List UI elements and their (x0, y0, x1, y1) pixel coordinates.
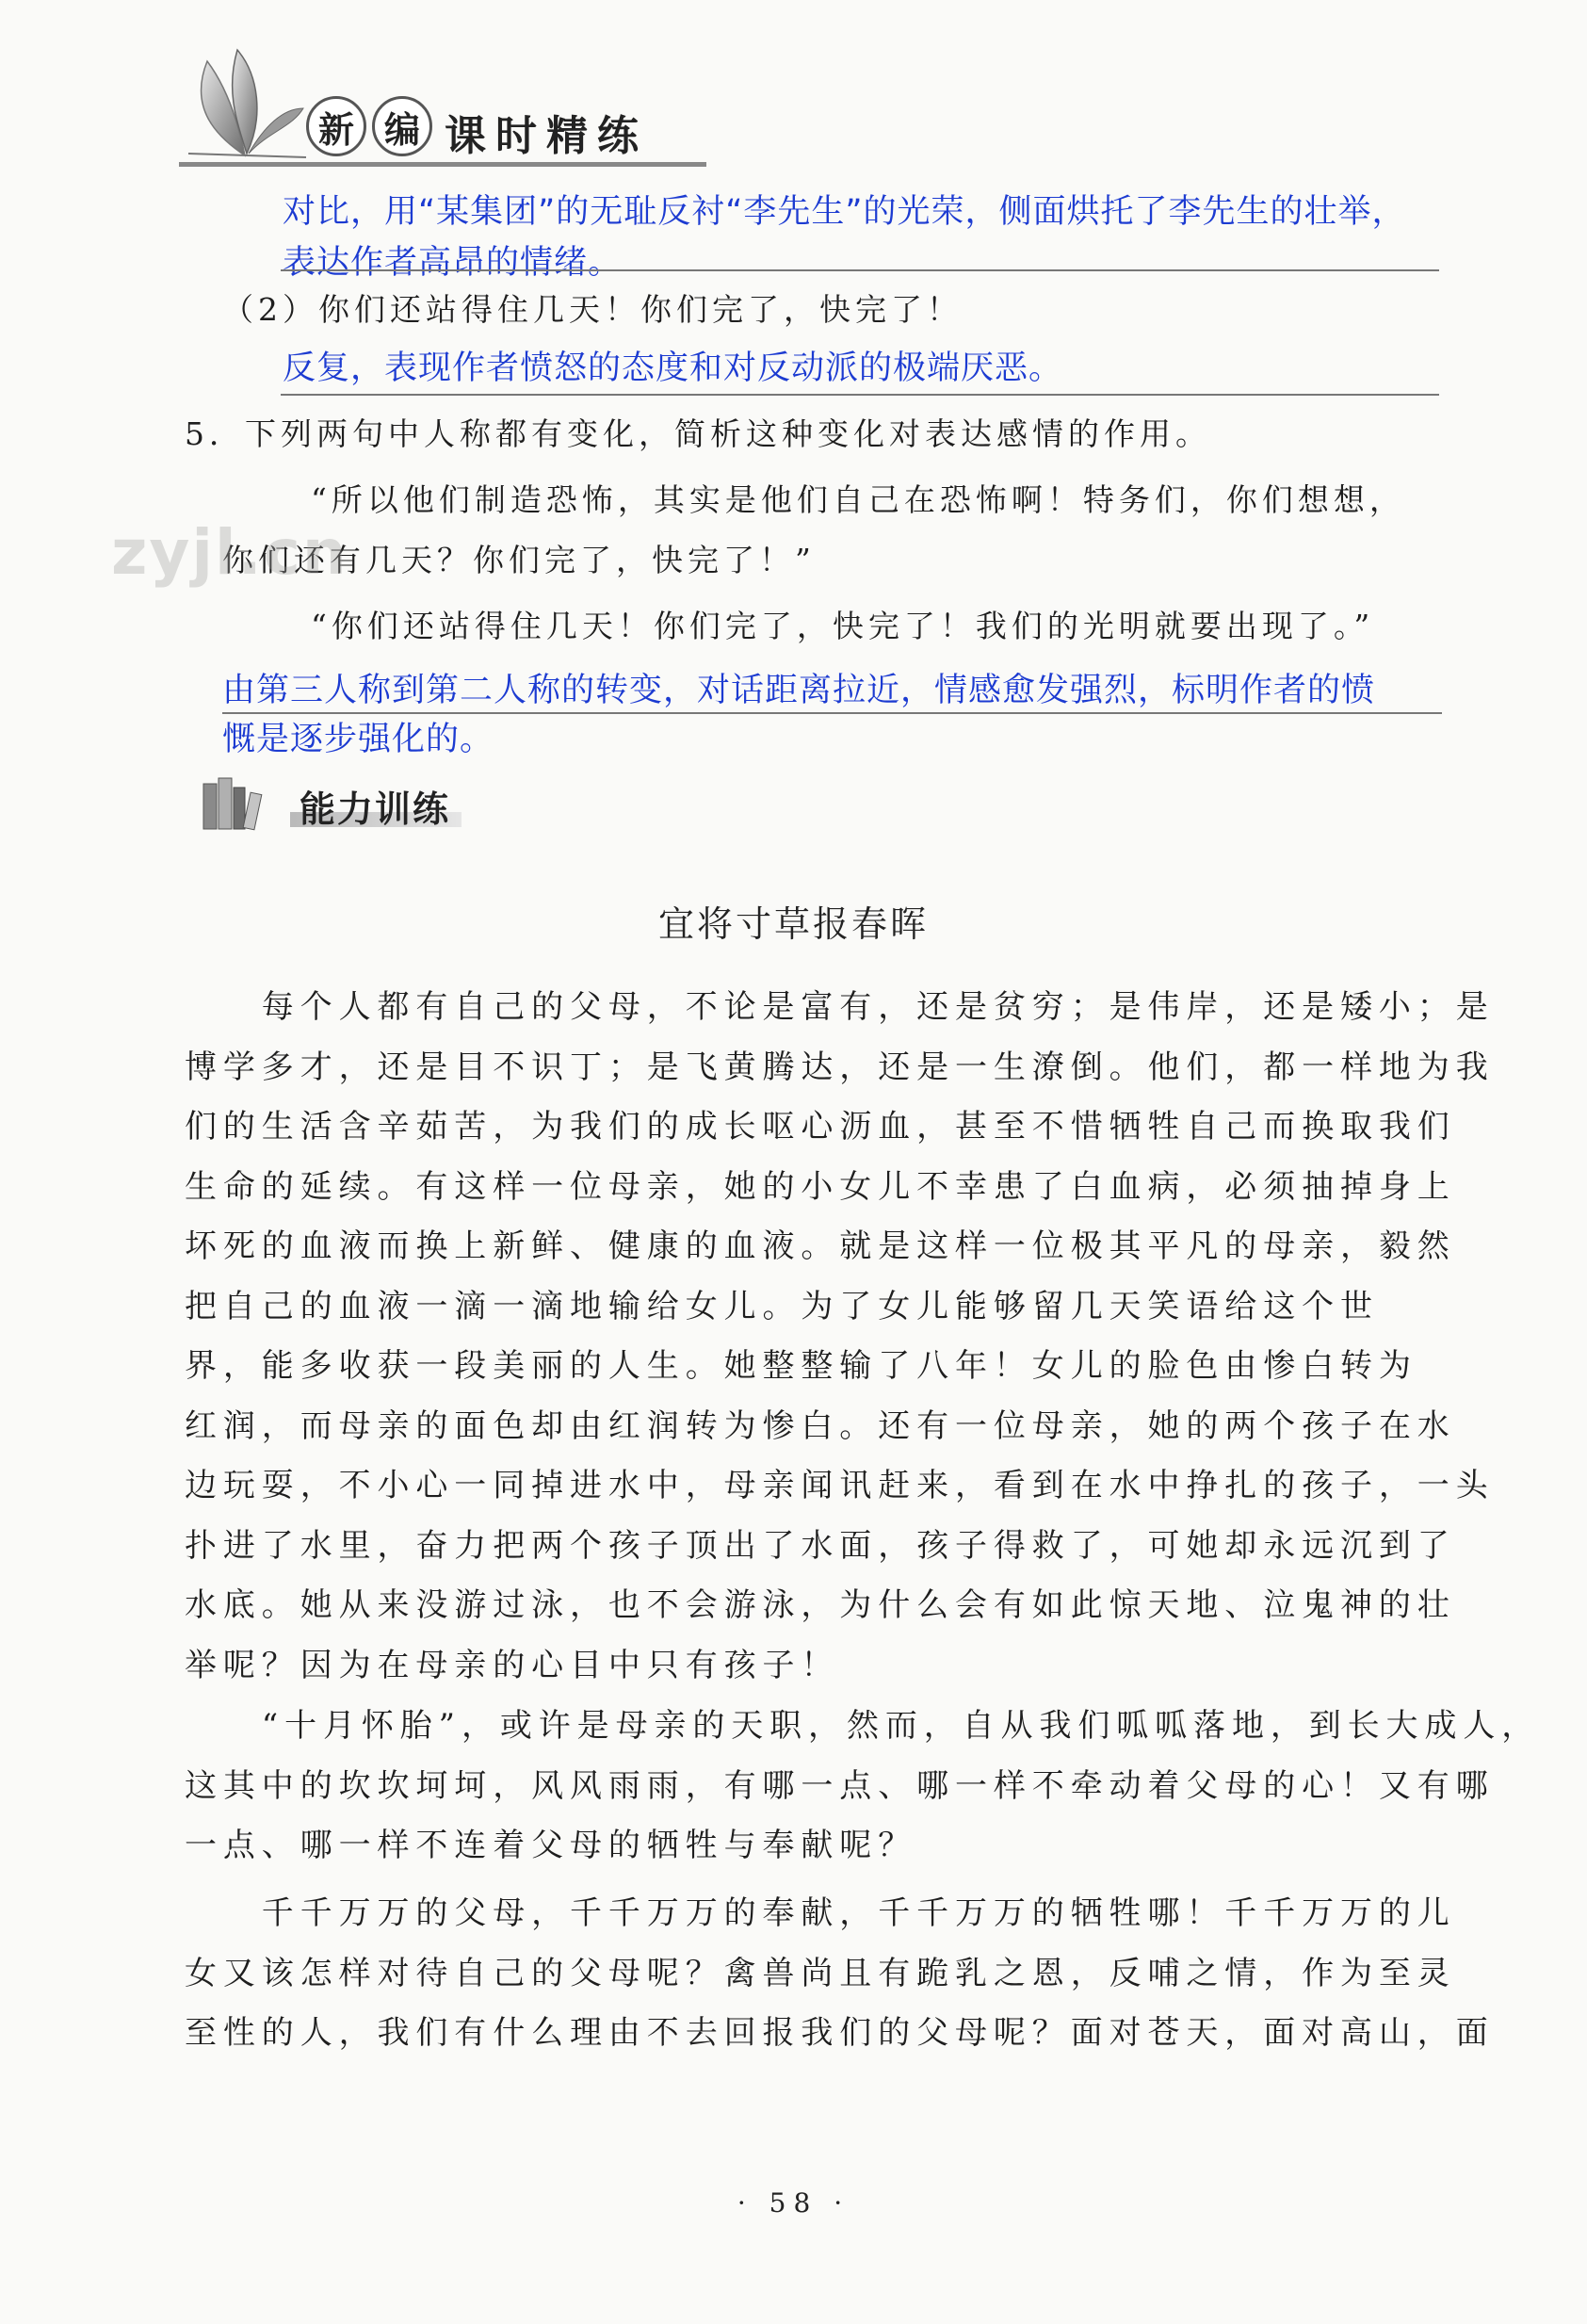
books-icon (200, 774, 269, 833)
header-rule (179, 162, 706, 167)
paragraph-line: 界，能多收获一段美丽的人生。她整整输了八年！女儿的脸色由惨白转为 (185, 1347, 1417, 1385)
item-2-rule (281, 394, 1439, 396)
item-5-answer-line-1: 由第三人称到第二人称的转变，对话距离拉近，情感愈发强烈，标明作者的愤 (222, 672, 1376, 709)
paragraph-line: 千千万万的父母，千千万万的奉献，千千万万的牺牲哪！千千万万的儿 (185, 1894, 1456, 1932)
paragraph-line: 一点、哪一样不连着父母的牺牲与奉献呢？ (185, 1827, 917, 1864)
butterfly-icon (179, 42, 311, 165)
article-title: 宜将寸草报春晖 (657, 903, 929, 945)
answer-1-rule (281, 269, 1439, 271)
article-paragraph-3 (185, 1884, 1495, 2064)
paragraph-line: 水底。她从来没游过泳，也不会游泳，为什么会有如此惊天地、泣鬼神的壮 (185, 1586, 1456, 1624)
item-5-question: 5．下列两句中人称都有变化，简析这种变化对表达感情的作用。 (185, 415, 1211, 452)
answer-1-line-2: 表达作者高昂的情绪。 (283, 244, 623, 282)
header-badge-bian: 编 (372, 96, 432, 156)
paragraph-line: 边玩耍，不小心一同掉进水中，母亲闻讯赶来，看到在水中挣扎的孩子，一头 (185, 1467, 1495, 1504)
paragraph-line: 把自己的血液一滴一滴地输给女儿。为了女儿能够留几天笑语给这个世 (185, 1287, 1379, 1325)
watermark: zyjl.cn (111, 516, 348, 589)
item-5-quote-2: “你们还站得住几天！你们完了，快完了！我们的光明就要出现了。” (311, 608, 1375, 644)
answer-1-line-1: 对比，用“某集团”的无耻反衬“李先生”的光荣，侧面烘托了李先生的壮举， (283, 193, 1406, 231)
paragraph-line: 女又该怎样对待自己的父母呢？禽兽尚且有跪乳之恩，反哺之情，作为至灵 (185, 1954, 1456, 1992)
article-paragraph-1 (185, 978, 1495, 1696)
item-5-quote-1-line-1: “所以他们制造恐怖，其实是他们自己在恐怖啊！特务们，你们想想， (311, 481, 1405, 518)
item-2-answer: 反复，表现作者愤怒的态度和对反动派的极端厌恶。 (283, 349, 1063, 387)
page-number: · 58 · (737, 2187, 850, 2218)
item-5-answer-line-2: 慨是逐步强化的。 (222, 721, 494, 758)
paragraph-line: 坏死的血液而换上新鲜、健康的血液。就是这样一位极其平凡的母亲，毅然 (185, 1227, 1456, 1265)
item-2-question: （2）你们还站得住几天！你们完了，快完了！ (222, 291, 963, 328)
item-5-quote-1-line-2: 你们还有几天？你们完了，快完了！” (222, 542, 816, 578)
paragraph-line: 们的生活含辛茹苦，为我们的成长呕心沥血，甚至不惜牺牲自己而换取我们 (185, 1108, 1456, 1146)
section-title: 能力训练 (300, 788, 451, 830)
article-paragraph-2 (185, 1697, 1541, 1877)
page-header (179, 38, 706, 170)
paragraph-line: 博学多才，还是目不识丁；是飞黄腾达，还是一生潦倒。他们，都一样地为我 (185, 1048, 1495, 1086)
paragraph-line: 扑进了水里，奋力把两个孩子顶出了水面，孩子得救了，可她却永远沉到了 (185, 1526, 1456, 1565)
paragraph-line: “十月怀胎”，或许是母亲的天职，然而，自从我们呱呱落地，到长大成人， (185, 1707, 1541, 1745)
header-badge-xin: 新 (306, 96, 366, 156)
paragraph-line: 至性的人，我们有什么理由不去回报我们的父母呢？面对苍天，面对高山，面 (185, 2014, 1495, 2052)
paragraph-line: 生命的延续。有这样一位母亲，她的小女儿不幸患了白血病，必须抽掉身上 (185, 1167, 1456, 1206)
header-series-title: 课时精练 (445, 112, 648, 160)
paragraph-line: 举呢？因为在母亲的心目中只有孩子！ (185, 1646, 840, 1684)
paragraph-line: 每个人都有自己的父母，不论是富有，还是贫穷；是伟岸，还是矮小；是 (185, 988, 1495, 1026)
paragraph-line: 这其中的坎坎坷坷，风风雨雨，有哪一点、哪一样不牵动着父母的心！又有哪 (185, 1766, 1495, 1805)
paragraph-line: 红润，而母亲的面色却由红润转为惨白。还有一位母亲，她的两个孩子在水 (185, 1406, 1456, 1445)
